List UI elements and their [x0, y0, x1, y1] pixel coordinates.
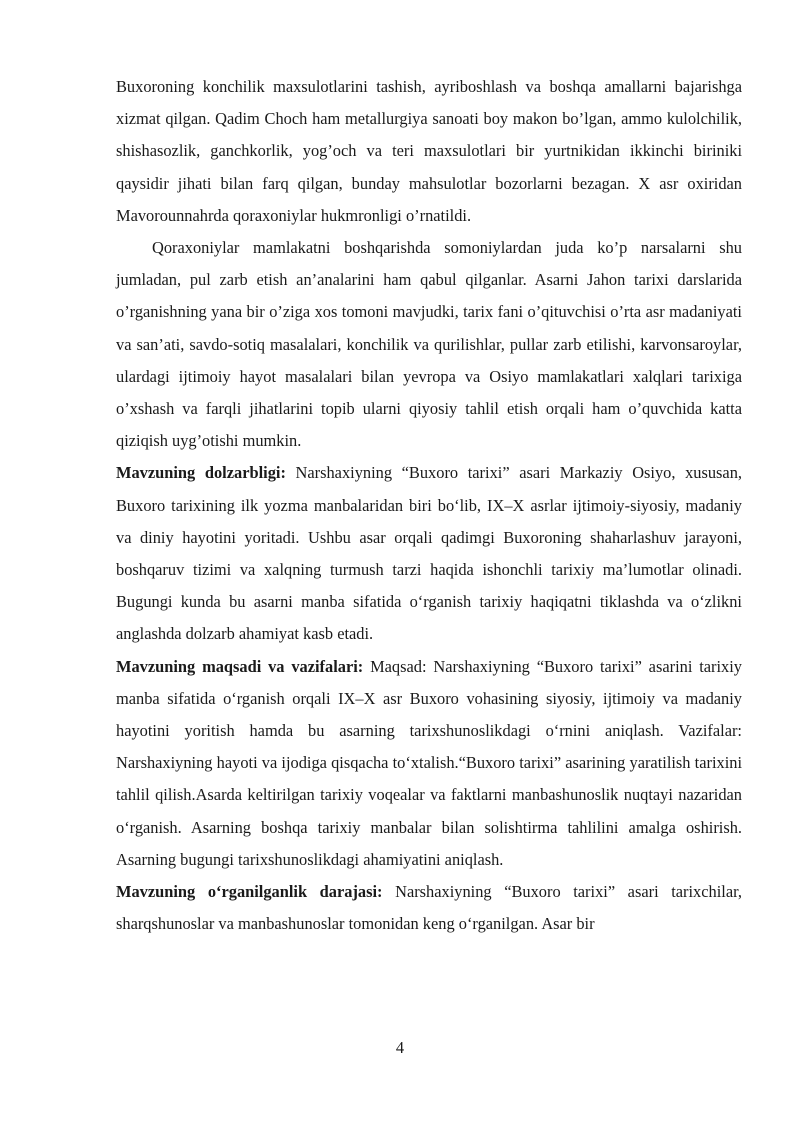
page-number: 4	[395, 1038, 405, 1057]
section-study-level	[116, 876, 742, 940]
section-study-level-text: Narshaxiyning “Buxoro tarixi” asari tarixchilar, sharqshunoslar va manbashunoslar tomonidan keng o‘rganilgan. Asar bir	[116, 882, 742, 934]
section-goals-heading: Mavzuning maqsadi va vazifalari:	[116, 656, 364, 676]
paragraph-1-text: Buxoroning konchilik maxsulotlarini tashish, ayriboshlash va boshqa amallarni bajarishga xizmat qilgan. Qadim Choch ham metallurgiya sanoati boy makon bo’lgan, ammo kulolchilik, shishasozlik, ganchkorlik, yog’och va teri maxsulotlari bir yurtnikidan ikkinchi biriniki qaysidir jihati bilan farq qilgan, bunday mahsulotlar bozorlarni bezagan. X asr oxiridan Mavorounnahrda qoraxoniylar hukmronligi o’rnatildi.	[116, 77, 742, 225]
paragraph-1	[116, 71, 742, 232]
section-study-level-heading: Mavzuning o‘rganilganlik darajasi:	[116, 882, 383, 902]
section-relevance	[116, 457, 742, 650]
paragraph-2	[116, 232, 742, 457]
section-relevance-heading: Mavzuning dolzarbligi:	[116, 463, 286, 483]
document-page	[116, 71, 742, 940]
paragraph-2-text: Qoraxoniylar mamlakatni boshqarishda somoniylardan juda ko’p narsalarni shu jumladan, pul zarb etish an’analarini ham qabul qilganlar. Asarni Jahon tarixi darslarida o’rganishning yana bir o’ziga xos tomoni mavjudki, tarix fani o’qituvchisi o’rta asr madaniyati va san’ati, savdo-sotiq masalalari, konchilik va qurilishlar, pullar zarb etilishi, karvonsaroylar, ulardagi ijtimoiy hayot masalalari bilan yevropa va Osiyo mamlakatlari xalqlari tarixiga o’xshash va farqli jihatlarini topib ularni qiyosiy tahlil etish orqali ham o’quvchida katta qiziqish uyg’otishi mumkin.	[116, 238, 742, 451]
section-goals	[116, 651, 742, 876]
section-relevance-text: Narshaxiyning “Buxoro tarixi” asari Markaziy Osiyo, xususan, Buxoro tarixining ilk yozma manbalaridan biri bo‘lib, IX–X asrlar ijtimoiy-siyosiy, madaniy va diniy hayotini yoritadi. Ushbu asar orqali qadimgi Buxoroning shaharlashuv jarayoni, boshqaruv tizimi va xalqning turmush tarzi haqida ishonchli tarixiy ma’lumotlar olinadi. Bugungi kunda bu asarni manba sifatida o‘rganish tarixiy haqiqatni tiklashda va o‘zlikni anglashda dolzarb ahamiyat kasb etadi.	[116, 463, 742, 644]
section-goals-text: Maqsad: Narshaxiyning “Buxoro tarixi” asarini tarixiy manba sifatida o‘rganish orqali IX–X asr Buxoro vohasining siyosiy, ijtimoiy va madaniy hayotini yoritish hamda bu asarning tarixshunoslikdagi o‘rnini aniqlash. Vazifalar: Narshaxiyning hayoti va ijodiga qisqacha to‘xtalish.“Buxoro tarixi” asarining yaratilish tarixini tahlil qilish.Asarda keltirilgan tarixiy voqealar va faktlarni manbashunoslik nuqtayi nazaridan o‘rganish. Asarning boshqa tarixiy manbalar bilan solishtirma tahlilini amalga oshirish. Asarning bugungi tarixshunoslikdagi ahamiyatini aniqlash.	[116, 656, 742, 869]
